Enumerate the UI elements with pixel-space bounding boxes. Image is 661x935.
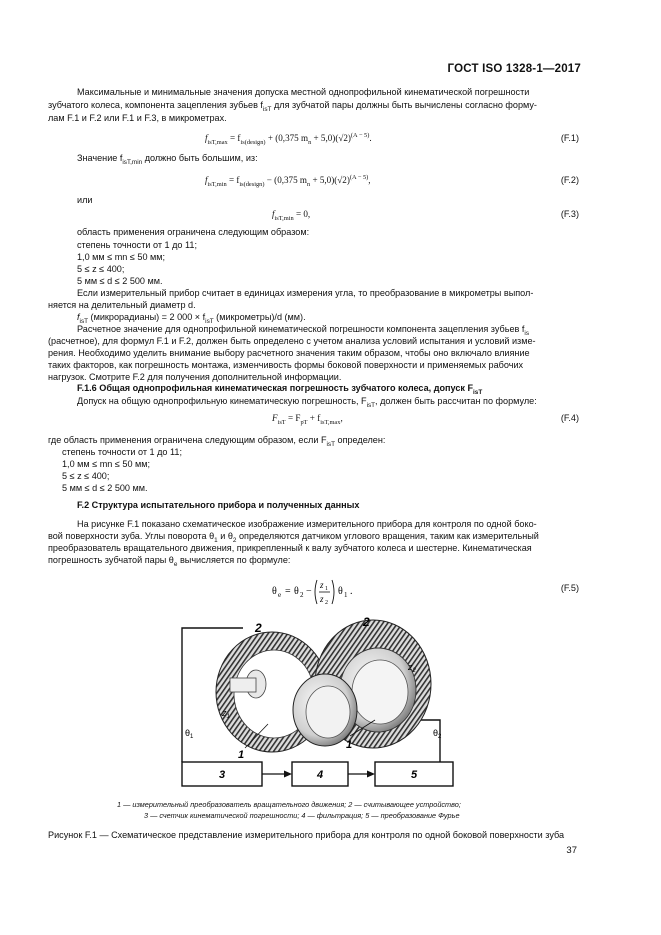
instrument-line-2: няется на делительный диаметр d. — [48, 300, 196, 310]
svg-text:z: z — [320, 594, 324, 604]
intro-line-3: лам F.1 и F.2 или F.1 и F.3, в микрометрах. — [48, 113, 227, 123]
or-word: или — [77, 195, 93, 205]
conversion-line: $f_{isT}$ (микрорадианы) = 2 $000 \times f_{isT}$ (микрометры)/d (мм). — [77, 312, 306, 325]
scope2-line-3: 1,0 мм ≤ mn ≤ 50 мм; — [62, 459, 151, 469]
scope1-line-3: 1,0 мм ≤ mn ≤ 50 мм; — [77, 252, 166, 262]
calc-line-4: таких факторов, как погрешность монтажа, изменчивость формы боковой поверхности и применяемых рабочих — [48, 360, 524, 370]
instrument-line-1: Если измерительный прибор считает в единицах измерения угла, то преобразование в микрометры выпол- — [77, 288, 534, 298]
page-number: 37 — [566, 845, 577, 856]
label-z2: $z_2$ — [408, 662, 416, 674]
formula-f5-svg — [270, 576, 370, 608]
arrow-3-4-head — [284, 771, 292, 778]
caption-line-2: 3 — счетчик кинематической погрешности; 4 — фильтрация; 5 — преобразование Фурье — [144, 811, 460, 820]
intro-line-2: зубчатого колеса, компонента зацепления зубьев $f_{isT}$ для зубчатой пары должны быть вычислены согласно форму- — [48, 100, 537, 113]
svg-text:z: z — [320, 580, 324, 590]
svg-text:−: − — [306, 586, 312, 597]
svg-text:e: e — [278, 591, 282, 599]
calc-line-3: рения. Необходимо уделить внимание выбору расчетного значения таким образом, чтобы оно включало влияние — [48, 348, 530, 358]
min-value-intro: Значение $f_{isT,min}$ должно быть большим, из: — [77, 153, 258, 166]
caption-line-1: 1 — измерительный преобразователь вращательного движения; 2 — считывающее устройство; — [117, 800, 461, 809]
formula-number-f1: (F.1) — [560, 133, 579, 143]
calc-line-5: нагрузок. Смотрите F.2 для получения дополнительной информации. — [48, 372, 342, 382]
svg-text:1: 1 — [325, 586, 328, 592]
total-tolerance-text: Допуск на общую однопрофильную кинематическую погрешность, $F_{isT}$, должен быть рассчитан по формуле: — [77, 396, 537, 409]
formula-number-f5: (F.5) — [560, 583, 579, 593]
svg-text:1: 1 — [344, 591, 348, 599]
formula-f3: $f_{isT,min} = 0$, — [272, 209, 311, 222]
label-theta2: $\theta_2$ — [433, 728, 442, 740]
calc-line-1: Расчетное значение для однопрофильной кинематической погрешности компонента зацепления зубьев $f_{is}$ — [77, 324, 529, 337]
label-1-left: 1 — [238, 749, 245, 761]
scope2-line-2: степень точности от 1 до 11; — [62, 447, 182, 457]
box-5-label: 5 — [410, 769, 418, 781]
label-theta1: $\theta_1$ — [185, 728, 194, 740]
scope1-line-2: степень точности от 1 до 11; — [77, 240, 197, 250]
label-1-right: 1 — [346, 739, 353, 751]
figure-text-line-2: вой поверхности зуба. Углы поворота $\theta_1$ и $\theta_2$ определяются датчиком углового вращения, таким как измерительный — [48, 531, 539, 544]
scope2-line-4: 5 ≤ z ≤ 400; — [62, 471, 110, 481]
svg-text:θ: θ — [272, 586, 277, 597]
scope1-line-1: область применения ограничена следующим образом: — [77, 227, 310, 237]
calc-line-2: (расчетное), для формул F.1 и F.2, должен быть определено с учетом анализа условий испытания и условий изме- — [48, 336, 536, 346]
svg-text:.: . — [350, 586, 353, 597]
label-z1: $z_1$ — [222, 708, 230, 720]
figure-text-line-1: На рисунке F.1 показано схематическое изображение измерительного прибора для контроля по одной боко- — [77, 519, 537, 529]
svg-text:2: 2 — [325, 600, 328, 606]
intro-line-1: Максимальные и минимальные значения допуска местной однопрофильной кинематической погрешности — [77, 87, 530, 97]
svg-text:θ: θ — [294, 586, 299, 597]
figure-title: Рисунок F.1 — Схематическое представление измерительного прибора для контроля по одной боковой поверхности зуба — [48, 830, 565, 840]
formula-number-f3: (F.3) — [560, 209, 579, 219]
figure-text-line-3: преобразователь вращательного движения, прикрепленный к валу зубчатого колеса и шестерне. Кинематическая — [48, 543, 532, 553]
formula-f4: $F_{isT} = F_{pT} + f_{isT,max}$, — [272, 413, 343, 426]
formula-number-f2: (F.2) — [560, 175, 579, 185]
formula-f5 — [270, 576, 370, 608]
scope2-line-1: где область применения ограничена следующим образом, если $F_{isT}$ определен: — [48, 435, 386, 448]
label-2-right: 2 — [363, 615, 370, 629]
formula-f2: $f_{isT,min} = f_{is(design)} - (0,375$ $m_n + 5,0)(√2)^{(A - 5)}$, — [205, 174, 371, 188]
gear-hub-face — [306, 686, 350, 738]
scope1-line-4: 5 ≤ z ≤ 400; — [77, 264, 125, 274]
figure-text-line-4: погрешность зубчатой пары $\theta_e$ вычисляется по формуле: — [48, 555, 291, 568]
instrument-diagram — [170, 612, 470, 802]
formula-number-f4: (F.4) — [560, 413, 579, 423]
scope2-line-5: 5 мм ≤ d ≤ 2 500 мм. — [62, 483, 148, 493]
formula-f1: $f_{isT,max} = f_{is(design)} + (0,375$ $m_n + 5,0)(√2)^{(A - 5)}$. — [205, 132, 372, 146]
svg-text:2: 2 — [300, 591, 304, 599]
label-2-left: 2 — [255, 621, 262, 635]
svg-text:=: = — [285, 586, 291, 597]
scope1-line-5: 5 мм ≤ d ≤ 2 500 мм. — [77, 276, 163, 286]
section-f2-heading: F.2 Структура испытательного прибора и полученных данных — [77, 500, 360, 510]
box-4-label: 4 — [316, 769, 324, 781]
box-3-label: 3 — [218, 769, 226, 781]
arrow-4-5-head — [367, 771, 375, 778]
standard-code: ГОСТ ISO 1328-1—2017 — [447, 63, 581, 75]
section-f16-heading: F.1.6 Общая однопрофильная кинематическая погрешность зубчатого колеса, допуск $F_{isT}$ — [77, 383, 483, 396]
svg-text:θ: θ — [338, 586, 343, 597]
